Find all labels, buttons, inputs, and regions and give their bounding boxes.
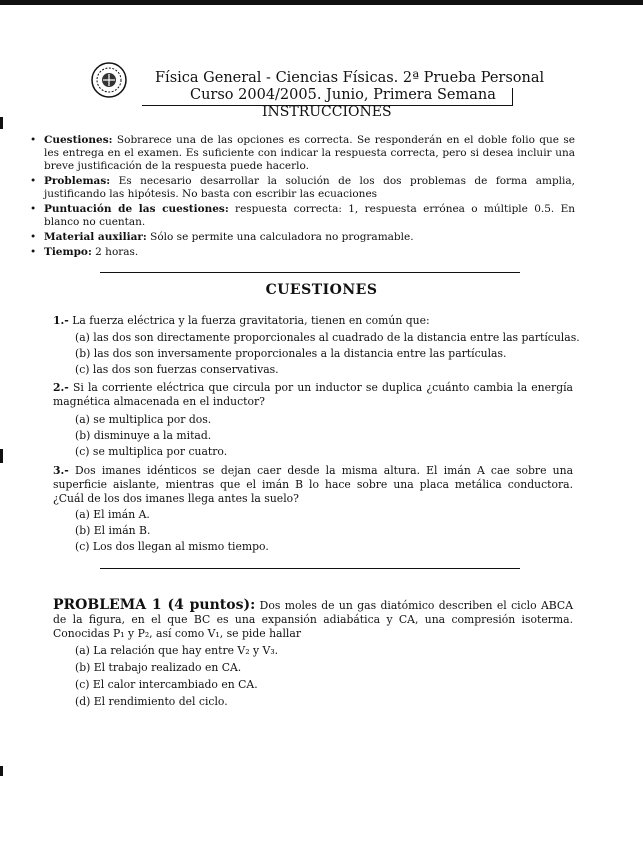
instruction-item: • Problemas: Es necesario desarrollar la solución de los dos problemas de forma amplia, justificando las hipótesis. No basta con escribir las ecuaciones (30, 175, 575, 200)
scan-margin-mark (0, 117, 3, 129)
problem-title: PROBLEMA 1 (4 puntos): (53, 597, 256, 613)
instruction-label: Cuestiones: (44, 134, 113, 146)
instruction-item: • Puntuación de las cuestiones: respuesta correcta: 1, respuesta errónea o múltiple 0.5. En blanco no cuentan. (30, 203, 575, 228)
instruction-text: 2 horas. (91, 246, 139, 258)
scan-border (0, 0, 643, 5)
question-option: (c) las dos son fuerzas conservativas. (75, 363, 279, 376)
problem-option: (a) La relación que hay entre V₂ y V₃. (75, 644, 279, 657)
header-divider (512, 88, 513, 106)
cuestiones-heading: CUESTIONES (265, 282, 378, 298)
section-divider (100, 272, 520, 273)
problem-option: (c) El calor intercambiado en CA. (75, 678, 258, 691)
problem-option: (d) El rendimiento del ciclo. (75, 695, 228, 708)
instruction-item: • Material auxiliar: Sólo se permite una calculadora no programable. (30, 231, 414, 243)
question-text: Si la corriente eléctrica que circula por un inductor se duplica ¿cuánto cambia la energía magnética almacenada en el inductor? (53, 381, 573, 408)
question-option: (b) las dos son inversamente proporcionales a la distancia entre las partículas. (75, 347, 507, 360)
instruction-label: Tiempo: (44, 246, 92, 258)
question-1 (53, 314, 573, 328)
question-number: 2.- (53, 381, 69, 394)
question-option: (b) El imán B. (75, 524, 151, 537)
section-divider (100, 568, 520, 569)
exam-title: Física General - Ciencias Físicas. 2ª Prueba Personal (155, 70, 545, 86)
instruction-label: Material auxiliar: (44, 231, 147, 243)
problem-1 (53, 598, 573, 641)
question-option: (a) se multiplica por dos. (75, 413, 212, 426)
instruction-item: • Cuestiones: Sobrarece una de las opciones es correcta. Se responderán en el doble folio que se les entrega en el examen. Es suficiente con indicar la respuesta correcta, pero si desea incluir una breve justificación de la respuesta puede hacerlo. (30, 134, 575, 172)
question-3 (53, 464, 573, 506)
instruction-item: • Tiempo: 2 horas. (30, 246, 139, 258)
question-option: (a) El imán A. (75, 508, 150, 521)
instruction-label: Problemas: (44, 175, 111, 187)
problem-text: Dos moles de un gas diatómico describen el ciclo ABCA de la figura, en el que BC es una expansión adiabática y CA, una compresión isoterma. Conocidas P₁ y P₂, así como V₁, se pide hallar (53, 599, 573, 640)
scan-margin-mark (0, 449, 3, 463)
university-seal-icon (91, 62, 127, 98)
instruction-text: Sobrarece una de las opciones es correcta. Se responderán en el doble folio que se les entrega en el examen. Es suficiente con indicar la respuesta correcta, pero si desea incluir una breve justificación de la respuesta puede hacerlo. (44, 134, 575, 172)
instruction-text: Sólo se permite una calculadora no programable. (146, 231, 414, 243)
problem-option: (b) El trabajo realizado en CA. (75, 661, 242, 674)
instruction-label: Puntuación de las cuestiones: (44, 203, 229, 215)
scan-margin-mark (0, 766, 3, 776)
instructions-heading: INSTRUCCIONES (262, 104, 392, 120)
question-number: 3.- (53, 464, 69, 477)
question-option: (c) Los dos llegan al mismo tiempo. (75, 540, 269, 553)
question-option: (c) se multiplica por cuatro. (75, 445, 228, 458)
question-text: Dos imanes idénticos se dejan caer desde la misma altura. El imán A cae sobre una superficie aislante, mientras que el imán B lo hace sobre una placa metálica conductora. ¿Cuál de los dos imanes llega antes la suelo? (53, 464, 573, 505)
question-option: (a) las dos son directamente proporcionales al cuadrado de la distancia entre las partículas. (75, 331, 580, 344)
instruction-text: respuesta correcta: 1, respuesta errónea o múltiple 0.5. En blanco no cuentan. (44, 203, 575, 228)
instructions-list (30, 134, 575, 261)
question-text: La fuerza eléctrica y la fuerza gravitatoria, tienen en común que: (72, 314, 430, 327)
exam-subtitle: Curso 2004/2005. Junio, Primera Semana (190, 87, 496, 103)
question-2 (53, 381, 573, 409)
instruction-text: Es necesario desarrollar la solución de los dos problemas de forma amplia, justificando las hipótesis. No basta con escribir las ecuaciones (44, 175, 575, 200)
question-number: 1.- (53, 314, 69, 327)
question-option: (b) disminuye a la mitad. (75, 429, 212, 442)
